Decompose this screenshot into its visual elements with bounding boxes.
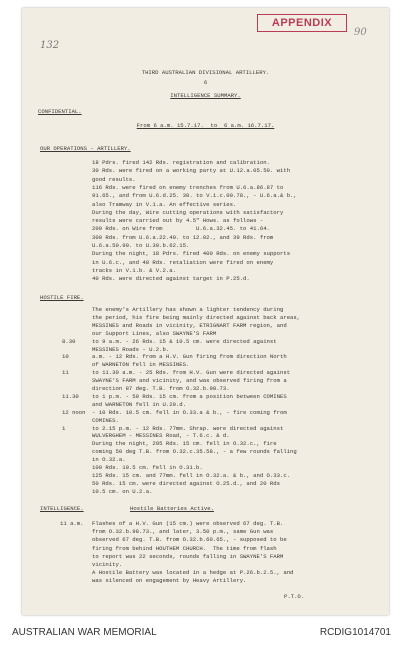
text-line: the period, his fire being mainly directed against back areas, (92, 313, 301, 321)
text-line: 40 Rds. were directed against target in P.25.d. (92, 275, 250, 283)
document-page (22, 8, 389, 615)
entry-time: 12 noon (62, 408, 86, 416)
entry-time: 11 (62, 369, 69, 377)
text-line: 200 Rds. on Wire from U.6.a.32.45. to 41.64. (92, 225, 270, 233)
text-line: MESSINES Roads - U.2.b. (92, 345, 170, 353)
unit-title: THIRD AUSTRALIAN DIVISIONAL ARTILLERY. (141, 69, 270, 76)
text-line: SWAYNE'S FARM and vicinity, and was observed firing from a (92, 377, 287, 385)
text-line: to 11.30 a.m. - 25 Rds. from H.V. Gun were directed against (92, 369, 291, 377)
text-line: coming 50 deg T.B. from O.32.c.35.58., - a few rounds falling (92, 448, 297, 456)
text-line: results were carried out by 4.5" Hows. as follows - (92, 217, 264, 225)
text-line: and WARNETON fell in U.20.d. (92, 400, 186, 408)
text-line: 91.65., and from U.6.d.25. 30. to V.1.c.00.78., - U.6.a.& b., (92, 192, 297, 200)
text-line: to 2.15 p.m. - 12 Rds. 77mm. Shrap. were directed against (92, 424, 284, 432)
text-line: of WARNETON fell in MESSINES. (92, 361, 190, 369)
text-line: good results. (92, 175, 136, 183)
title-divider: 6 (203, 79, 208, 86)
text-line: in U.6.c., and 48 Rds. retaliation were fired on enemy (92, 258, 274, 266)
text-line: 100 Rds. 10.5 cm. fell in O.31.b. (92, 464, 203, 471)
text-line: vicinity. (92, 561, 123, 568)
intelligence-heading: INTELLIGENCE. (40, 505, 84, 512)
text-line: COMINES. (92, 416, 119, 424)
text-line: A Hostile Battery was located in a hedge at P.26.b.2.5., and (92, 569, 294, 577)
text-line: to 9 a.m. - 26 Rds. 15 & 10.5 cm. were directed against (92, 337, 277, 345)
hostile-fire-heading: HOSTILE FIRE. (40, 294, 84, 301)
text-line: 30 Rds. were fired on a working party at U.12.a.05.50. with (92, 167, 291, 175)
text-line: to 1 p.m. - 50 Rds. 15 cm. from a position between COMINES (92, 392, 287, 400)
text-line: was silenced on engagement by Heavy Artillery. (92, 577, 247, 585)
text-line: 18 Pdrs. fired 142 Rds. registration and calibration. (92, 159, 270, 166)
operations-heading: OUR OPERATIONS - ARTILLERY. (40, 145, 131, 152)
text-line: firing from behind HOUTHEM CHURCH. The time from flash (92, 544, 277, 552)
text-line: 300 Rds. from U.6.a.22.40. to 12.02., and 39 Rds. from (92, 233, 274, 241)
entry-time: 8.30 (62, 337, 76, 345)
text-line: a.m. - 12 Rds. from a H.V. Gun firing from direction North (92, 353, 287, 361)
text-line: to report was 22 seconds, rounds falling in SWAYNE'S FARM (92, 552, 284, 560)
text-line: our Support Lines, also SWAYNE'S FARM (92, 329, 217, 337)
text-line: U.6.a.50.90. to U.30.b.62.15. (92, 242, 190, 249)
entry-time: 10 (62, 353, 69, 361)
text-line: WULVERGHEM - MESSINES Road, - T.6.c. & d. (92, 432, 230, 440)
text-line: During the night, 18 Pdrs. fired 400 Rds. on enemy supports (92, 250, 291, 258)
text-line: also Tramway in V.1.a. An effective series. (92, 200, 237, 208)
archive-credit: AUSTRALIAN WAR MEMORIAL (12, 627, 157, 638)
text-line: in O.32.a. (92, 456, 126, 464)
report-period: From 6 a.m. 15.7.17. to 6 a.m. 16.7.17. (136, 122, 275, 129)
intelligence-time: 11 a.m. (60, 520, 84, 527)
text-line: During the day, Wire cutting operations with satisfactory (92, 208, 284, 216)
text-line: MESSINES and Roads in vicinity, ETRIGNART FARM region, and (92, 321, 287, 329)
text-line: direction 87 deg. T.B. from O.32.b.98.73. (92, 385, 230, 392)
summary-title: INTELLIGENCE SUMMARY. (170, 92, 241, 99)
appendix-stamp: APPENDIX (257, 14, 347, 32)
entry-time: 1 (62, 424, 66, 432)
text-line: During the night, 295 Rds. 15 cm. fell in O.32.c., fire (92, 440, 277, 448)
pto-mark: P.T.O. (284, 593, 305, 600)
text-line: 50 Rds. 15 cm. were directed against O.25.d., and 20 Rds (92, 479, 280, 487)
hostile-batteries-subheading: Hostile Batteries Active. (130, 505, 214, 512)
text-line: 116 Rds. were fired on enemy trenches from U.6.a.86.87 to (92, 183, 284, 191)
confidential-label: CONFIDENTIAL. (38, 108, 82, 115)
record-id: RCDIG1014701 (319, 627, 391, 638)
entry-time: 11.30 (62, 392, 79, 400)
text-line: 125 Rds. 15 cm. and 77mm. fell in O.32.a. & b., and O.33.c. (92, 471, 291, 479)
text-line: observed 67 deg. T.B. from O.32.b.60.65., - supposed to be (92, 536, 287, 544)
text-line: from O.32.b.98.73., and later, 3.50 p.m., same Gun was (92, 528, 274, 536)
text-line: - 10 Rds. 10.5 cm. fell in O.33.a & b., - fire coming from (92, 408, 287, 416)
pencil-page-number-right: 90 (354, 27, 367, 38)
text-line: The enemy's Artillery has shown a lighter tendency during (92, 306, 284, 313)
text-line: tracks in V.1.b. & V.2.a. (92, 266, 176, 274)
text-line: 10.5 cm. on U.2.a. (92, 487, 153, 495)
text-line: Flashes of a H.V. Gun (15 cm.) were observed 67 deg. T.B. (92, 520, 284, 527)
pencil-page-number-left: 132 (40, 40, 60, 51)
